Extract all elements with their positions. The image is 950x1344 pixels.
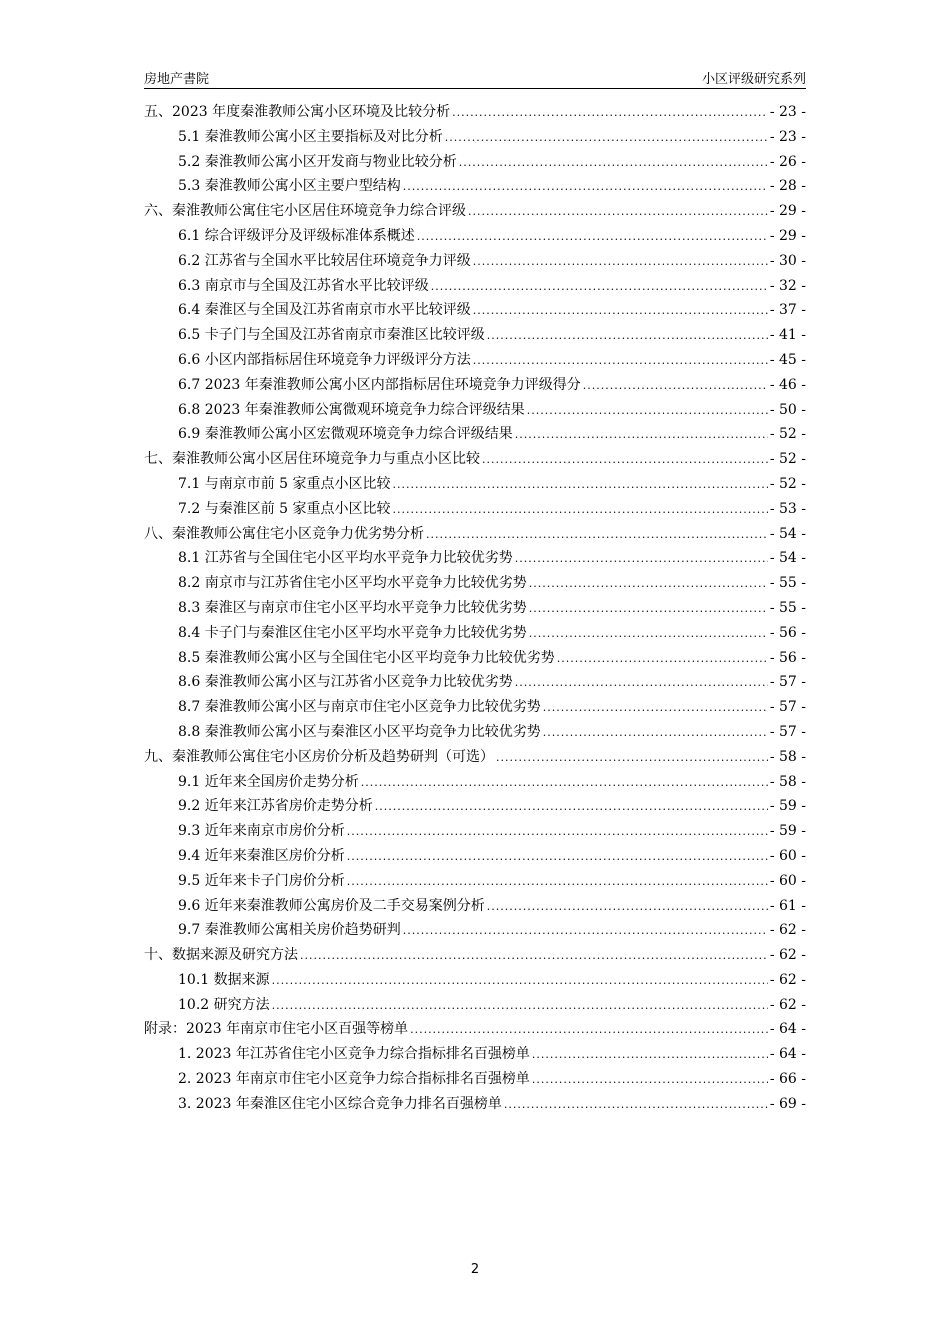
toc-entry-title: 8.6 秦淮教师公寓小区与江苏省小区竞争力比较优劣势 [178,674,513,691]
toc-entry-page: - 23 - [769,128,806,145]
toc-entry-page: - 26 - [769,153,806,170]
toc-entry-page: - 23 - [769,104,806,120]
toc-chapter-entry[interactable] [144,1017,806,1042]
toc-entry-title: 7.1 与南京市前 5 家重点小区比较 [178,475,391,492]
toc-entry-title: 8.2 南京市与江苏省住宅小区平均水平竞争力比较优劣势 [178,575,527,592]
dot-leader [393,498,768,523]
dot-leader [515,671,768,696]
toc-section-entry[interactable] [144,150,806,175]
toc-entry-page: - 66 - [769,1071,806,1088]
toc-entry-page: - 57 - [769,723,806,740]
toc-section-entry[interactable] [144,422,806,447]
table-of-contents [144,100,806,1117]
dot-leader [431,275,768,300]
dot-leader [487,324,768,349]
dot-leader [403,175,768,200]
toc-section-entry[interactable] [144,398,806,423]
toc-section-entry[interactable] [144,1067,806,1092]
toc-entry-title: 9.5 近年来卡子门房价分析 [178,872,345,889]
dot-leader [347,820,768,845]
toc-section-entry[interactable] [144,621,806,646]
toc-entry-page: - 62 - [769,947,806,964]
toc-entry-page: - 29 - [769,227,806,244]
toc-section-entry[interactable] [144,596,806,621]
toc-entry-page: - 61 - [769,897,806,914]
toc-entry-page: - 59 - [769,798,806,815]
dot-leader [468,200,768,225]
toc-entry-page: - 57 - [769,699,806,716]
toc-entry-title: 8.4 卡子门与秦淮区住宅小区平均水平竞争力比较优劣势 [178,624,527,641]
toc-chapter-entry[interactable] [144,199,806,224]
toc-section-entry[interactable] [144,298,806,323]
dot-leader [583,374,768,399]
toc-entry-title: 6.5 卡子门与全国及江苏省南京市秦淮区比较评级 [178,327,485,344]
toc-entry-page: - 37 - [769,302,806,319]
page-number: 2 [470,1262,480,1277]
toc-entry-page: - 46 - [769,376,806,393]
dot-leader [375,795,768,820]
dot-leader [529,597,768,622]
toc-section-entry[interactable] [144,968,806,993]
toc-entry-title: 1. 2023 年江苏省住宅小区竞争力综合指标排名百强榜单 [178,1046,530,1063]
toc-section-entry[interactable] [144,497,806,522]
dot-leader [452,101,768,126]
dot-leader [532,1043,768,1068]
toc-entry-page: - 50 - [769,401,806,418]
toc-entry-page: - 59 - [769,823,806,840]
toc-entry-page: - 69 - [769,1095,806,1112]
toc-entry-page: - 30 - [769,252,806,269]
toc-entry-title: 5.3 秦淮教师公寓小区主要户型结构 [178,178,401,195]
toc-entry-page: - 29 - [769,203,806,220]
toc-entry-title: 9.2 近年来江苏省房价走势分析 [178,798,373,815]
toc-entry-title: 五、2023 年度秦淮教师公寓小区环境及比较分析 [144,104,451,120]
dot-leader [459,151,768,176]
dot-leader [445,126,768,151]
toc-entry-title: 9.7 秦淮教师公寓相关房价趋势研判 [178,922,401,939]
dot-leader [529,622,768,647]
toc-entry-title: 八、秦淮教师公寓住宅小区竞争力优劣势分析 [144,525,424,542]
toc-section-entry[interactable] [144,819,806,844]
toc-section-entry[interactable] [144,869,806,894]
toc-entry-page: - 28 - [769,178,806,195]
dot-leader [417,225,768,250]
toc-section-entry[interactable] [144,794,806,819]
dot-leader [403,919,768,944]
dot-leader [393,473,768,498]
toc-entry-title: 七、秦淮教师公寓小区居住环境竞争力与重点小区比较 [144,451,480,468]
page-header [144,66,806,89]
toc-entry-title: 8.8 秦淮教师公寓小区与秦淮区小区平均竞争力比较优劣势 [178,723,541,740]
toc-chapter-entry[interactable] [144,522,806,547]
toc-section-entry[interactable] [144,472,806,497]
toc-entry-page: - 32 - [769,277,806,294]
toc-entry-title: 3. 2023 年秦淮区住宅小区综合竞争力排名百强榜单 [178,1095,502,1112]
toc-entry-page: - 56 - [769,624,806,641]
dot-leader [426,523,768,548]
toc-section-entry[interactable] [144,571,806,596]
toc-section-entry[interactable] [144,1042,806,1067]
toc-entry-page: - 64 - [769,1021,806,1038]
dot-leader [410,1018,768,1043]
toc-section-entry[interactable] [144,174,806,199]
dot-leader [361,771,768,796]
toc-entry-page: - 54 - [769,550,806,567]
dot-leader [504,1093,768,1118]
dot-leader [272,994,768,1019]
toc-section-entry[interactable] [144,844,806,869]
dot-leader [529,572,768,597]
toc-entry-title: 6.9 秦淮教师公寓小区宏微观环境竞争力综合评级结果 [178,426,513,443]
toc-entry-title: 9.6 近年来秦淮教师公寓房价及二手交易案例分析 [178,897,485,914]
toc-entry-title: 6.7 2023 年秦淮教师公寓小区内部指标居住环境竞争力评级得分 [178,376,581,393]
toc-entry-title: 5.2 秦淮教师公寓小区开发商与物业比较分析 [178,153,457,170]
dot-leader [487,895,768,920]
toc-entry-page: - 55 - [769,575,806,592]
toc-entry-title: 10.1 数据来源 [178,971,270,988]
toc-entry-page: - 58 - [769,773,806,790]
toc-entry-page: - 52 - [769,451,806,468]
toc-entry-title: 六、秦淮教师公寓住宅小区居住环境竞争力综合评级 [144,203,466,220]
toc-entry-title: 6.6 小区内部指标居住环境竞争力评级评分方法 [178,351,471,368]
toc-section-entry[interactable] [144,546,806,571]
toc-entry-title: 9.4 近年来秦淮区房价分析 [178,847,345,864]
toc-entry-page: - 62 - [769,996,806,1013]
dot-leader [532,1068,768,1093]
toc-chapter-entry[interactable] [144,745,806,770]
toc-section-entry[interactable] [144,894,806,919]
toc-entry-title: 2. 2023 年南京市住宅小区竞争力综合指标排名百强榜单 [178,1071,530,1088]
toc-entry-title: 9.1 近年来全国房价走势分析 [178,773,359,790]
dot-leader [543,696,768,721]
dot-leader [473,349,768,374]
toc-section-entry[interactable] [144,1092,806,1117]
dot-leader [272,969,768,994]
toc-chapter-entry[interactable] [144,943,806,968]
toc-entry-title: 8.1 江苏省与全国住宅小区平均水平竞争力比较优劣势 [178,550,513,567]
dot-leader [515,423,768,448]
dot-leader [557,647,768,672]
toc-section-entry[interactable] [144,670,806,695]
toc-section-entry[interactable] [144,918,806,943]
toc-entry-title: 6.2 江苏省与全国水平比较居住环境竞争力评级 [178,252,471,269]
toc-entry-page: - 52 - [769,426,806,443]
dot-leader [482,448,768,473]
toc-section-entry[interactable] [144,373,806,398]
toc-section-entry[interactable] [144,770,806,795]
toc-section-entry[interactable] [144,993,806,1018]
toc-section-entry[interactable] [144,274,806,299]
header-publisher: 房地产書院 [144,72,210,87]
dot-leader [527,399,768,424]
toc-entry-page: - 58 - [769,748,806,765]
dot-leader [515,547,768,572]
toc-entry-title: 9.3 近年来南京市房价分析 [178,823,345,840]
toc-entry-title: 8.3 秦淮区与南京市住宅小区平均水平竞争力比较优劣势 [178,599,527,616]
toc-entry-title: 10.2 研究方法 [178,996,270,1013]
toc-entry-page: - 45 - [769,351,806,368]
toc-section-entry[interactable] [144,695,806,720]
toc-entry-title: 附录：2023 年南京市住宅小区百强等榜单 [144,1021,409,1038]
toc-entry-title: 5.1 秦淮教师公寓小区主要指标及对比分析 [178,128,443,145]
toc-section-entry[interactable] [144,348,806,373]
toc-entry-title: 十、数据来源及研究方法 [144,947,298,964]
toc-entry-page: - 60 - [769,872,806,889]
toc-entry-page: - 62 - [769,922,806,939]
toc-chapter-entry[interactable] [144,100,806,125]
toc-entry-page: - 56 - [769,649,806,666]
dot-leader [473,250,768,275]
toc-section-entry[interactable] [144,125,806,150]
dot-leader [473,299,768,324]
toc-section-entry[interactable] [144,249,806,274]
header-series-title: 小区评级研究系列 [701,72,806,87]
toc-entry-page: - 41 - [769,327,806,344]
toc-entry-page: - 53 - [769,500,806,517]
toc-entry-page: - 60 - [769,847,806,864]
toc-entry-page: - 52 - [769,475,806,492]
toc-entry-title: 7.2 与秦淮区前 5 家重点小区比较 [178,500,391,517]
dot-leader [496,746,768,771]
toc-entry-title: 九、秦淮教师公寓住宅小区房价分析及趋势研判（可选） [144,748,494,765]
toc-entry-title: 6.4 秦淮区与全国及江苏省南京市水平比较评级 [178,302,471,319]
dot-leader [543,721,768,746]
dot-leader [347,845,768,870]
toc-entry-page: - 55 - [769,599,806,616]
toc-entry-title: 6.3 南京市与全国及江苏省水平比较评级 [178,277,429,294]
toc-section-entry[interactable] [144,720,806,745]
toc-entry-page: - 64 - [769,1046,806,1063]
toc-entry-title: 6.1 综合评级评分及评级标准体系概述 [178,227,415,244]
toc-entry-title: 8.7 秦淮教师公寓小区与南京市住宅小区竞争力比较优劣势 [178,699,541,716]
toc-section-entry[interactable] [144,224,806,249]
toc-section-entry[interactable] [144,323,806,348]
dot-leader [347,870,768,895]
toc-entry-page: - 62 - [769,971,806,988]
toc-section-entry[interactable] [144,646,806,671]
toc-entry-page: - 54 - [769,525,806,542]
toc-entry-page: - 57 - [769,674,806,691]
dot-leader [300,944,768,969]
toc-entry-title: 6.8 2023 年秦淮教师公寓微观环境竞争力综合评级结果 [178,401,525,418]
toc-entry-title: 8.5 秦淮教师公寓小区与全国住宅小区平均竞争力比较优劣势 [178,649,555,666]
toc-chapter-entry[interactable] [144,447,806,472]
